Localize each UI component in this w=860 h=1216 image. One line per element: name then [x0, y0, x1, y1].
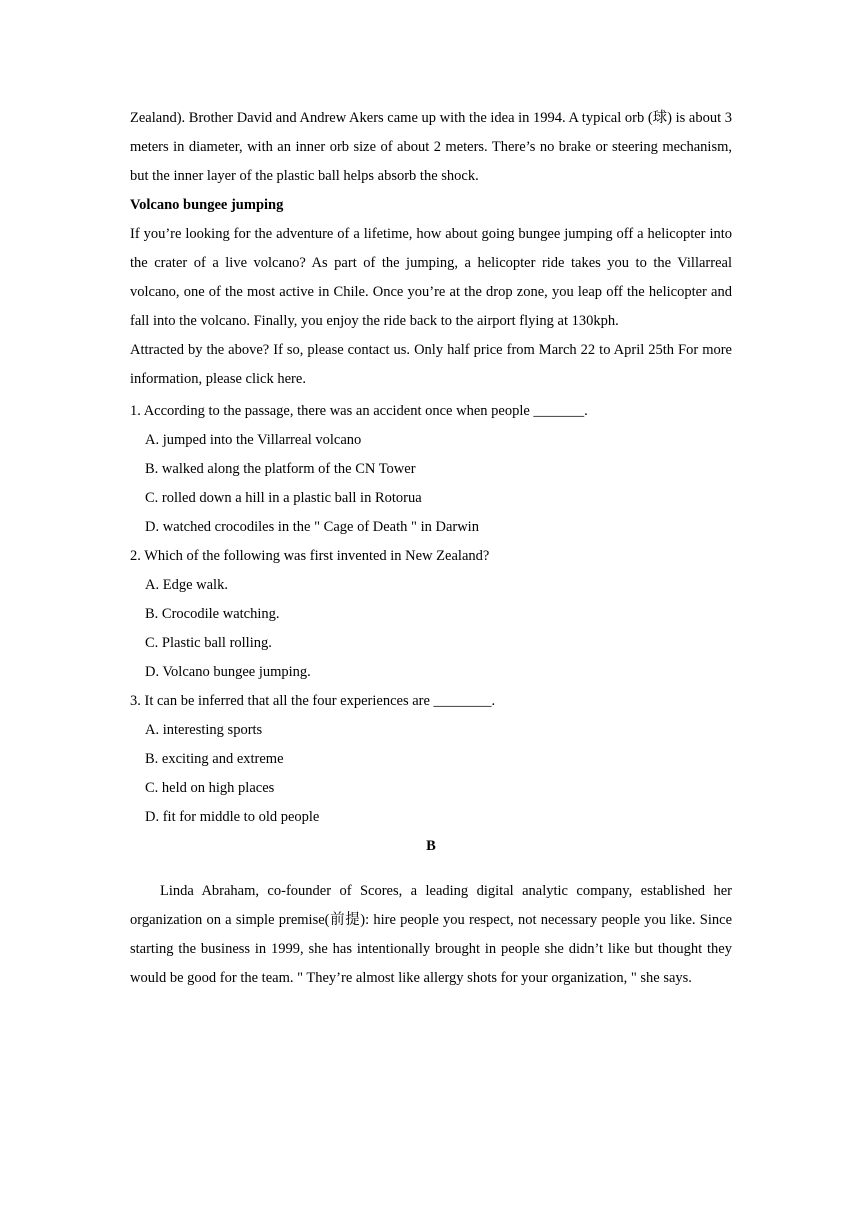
closing-paragraph: Attracted by the above? If so, please contact us. Only half price from March 22 to April 25th For more information, please click here.	[130, 342, 732, 387]
option-b: B. exciting and extreme	[145, 751, 284, 767]
option-a: A. jumped into the Villarreal volcano	[145, 432, 362, 448]
option-c: C. rolled down a hill in a plastic ball in Rotorua	[145, 490, 422, 506]
option-d: D. Volcano bungee jumping.	[145, 664, 311, 680]
option-a: A. Edge walk.	[145, 577, 228, 593]
option-d: D. fit for middle to old people	[145, 809, 320, 825]
question-1	[130, 397, 732, 542]
volcano-paragraph: If you’re looking for the adventure of a lifetime, how about going bungee jumping off a helicopter into the crater of a live volcano? As part of the jumping, a helicopter ride takes you to the Villarreal volcano, one of the most active in Chile. Once you’re at the drop zone, you leap off the helicopter and fall into the volcano. Finally, you enjoy the ride back to the airport flying at 130kph.	[130, 226, 732, 329]
question-stem: 1. According to the passage, there was an accident once when people _______.	[130, 403, 588, 419]
question-stem: 3. It can be inferred that all the four experiences are ________.	[130, 693, 496, 709]
question-2	[130, 542, 732, 687]
question-stem: 2. Which of the following was first invented in New Zealand?	[130, 548, 490, 564]
section-b-heading: B	[426, 838, 436, 854]
section-b-paragraph: Linda Abraham, co-founder of Scores, a leading digital analytic company, established her organization on a simple premise(前提): hire people you respect, not necessary people you like. Since starting the business in 1999, she has intentionally brought in people she didn’t like but thought they would be good for the team. " They’re almost like allergy shots for your organization, " she says.	[130, 883, 732, 986]
option-b: B. walked along the platform of the CN Tower	[145, 461, 416, 477]
option-c: C. held on high places	[145, 780, 275, 796]
option-b: B. Crocodile watching.	[145, 606, 280, 622]
option-a: A. interesting sports	[145, 722, 263, 738]
option-c: C. Plastic ball rolling.	[145, 635, 272, 651]
question-3	[130, 687, 732, 832]
volcano-heading: Volcano bungee jumping	[130, 197, 284, 213]
passage-continued: Zealand). Brother David and Andrew Akers came up with the idea in 1994. A typical orb (球) is about 3 meters in diameter, with an inner orb size of about 2 meters. There’s no brake or steering mechanism, but the inner layer of the plastic ball helps absorb the shock.	[130, 110, 733, 184]
document-page	[130, 104, 732, 993]
section-spacer	[130, 861, 732, 877]
option-d: D. watched crocodiles in the " Cage of Death " in Darwin	[145, 519, 479, 535]
